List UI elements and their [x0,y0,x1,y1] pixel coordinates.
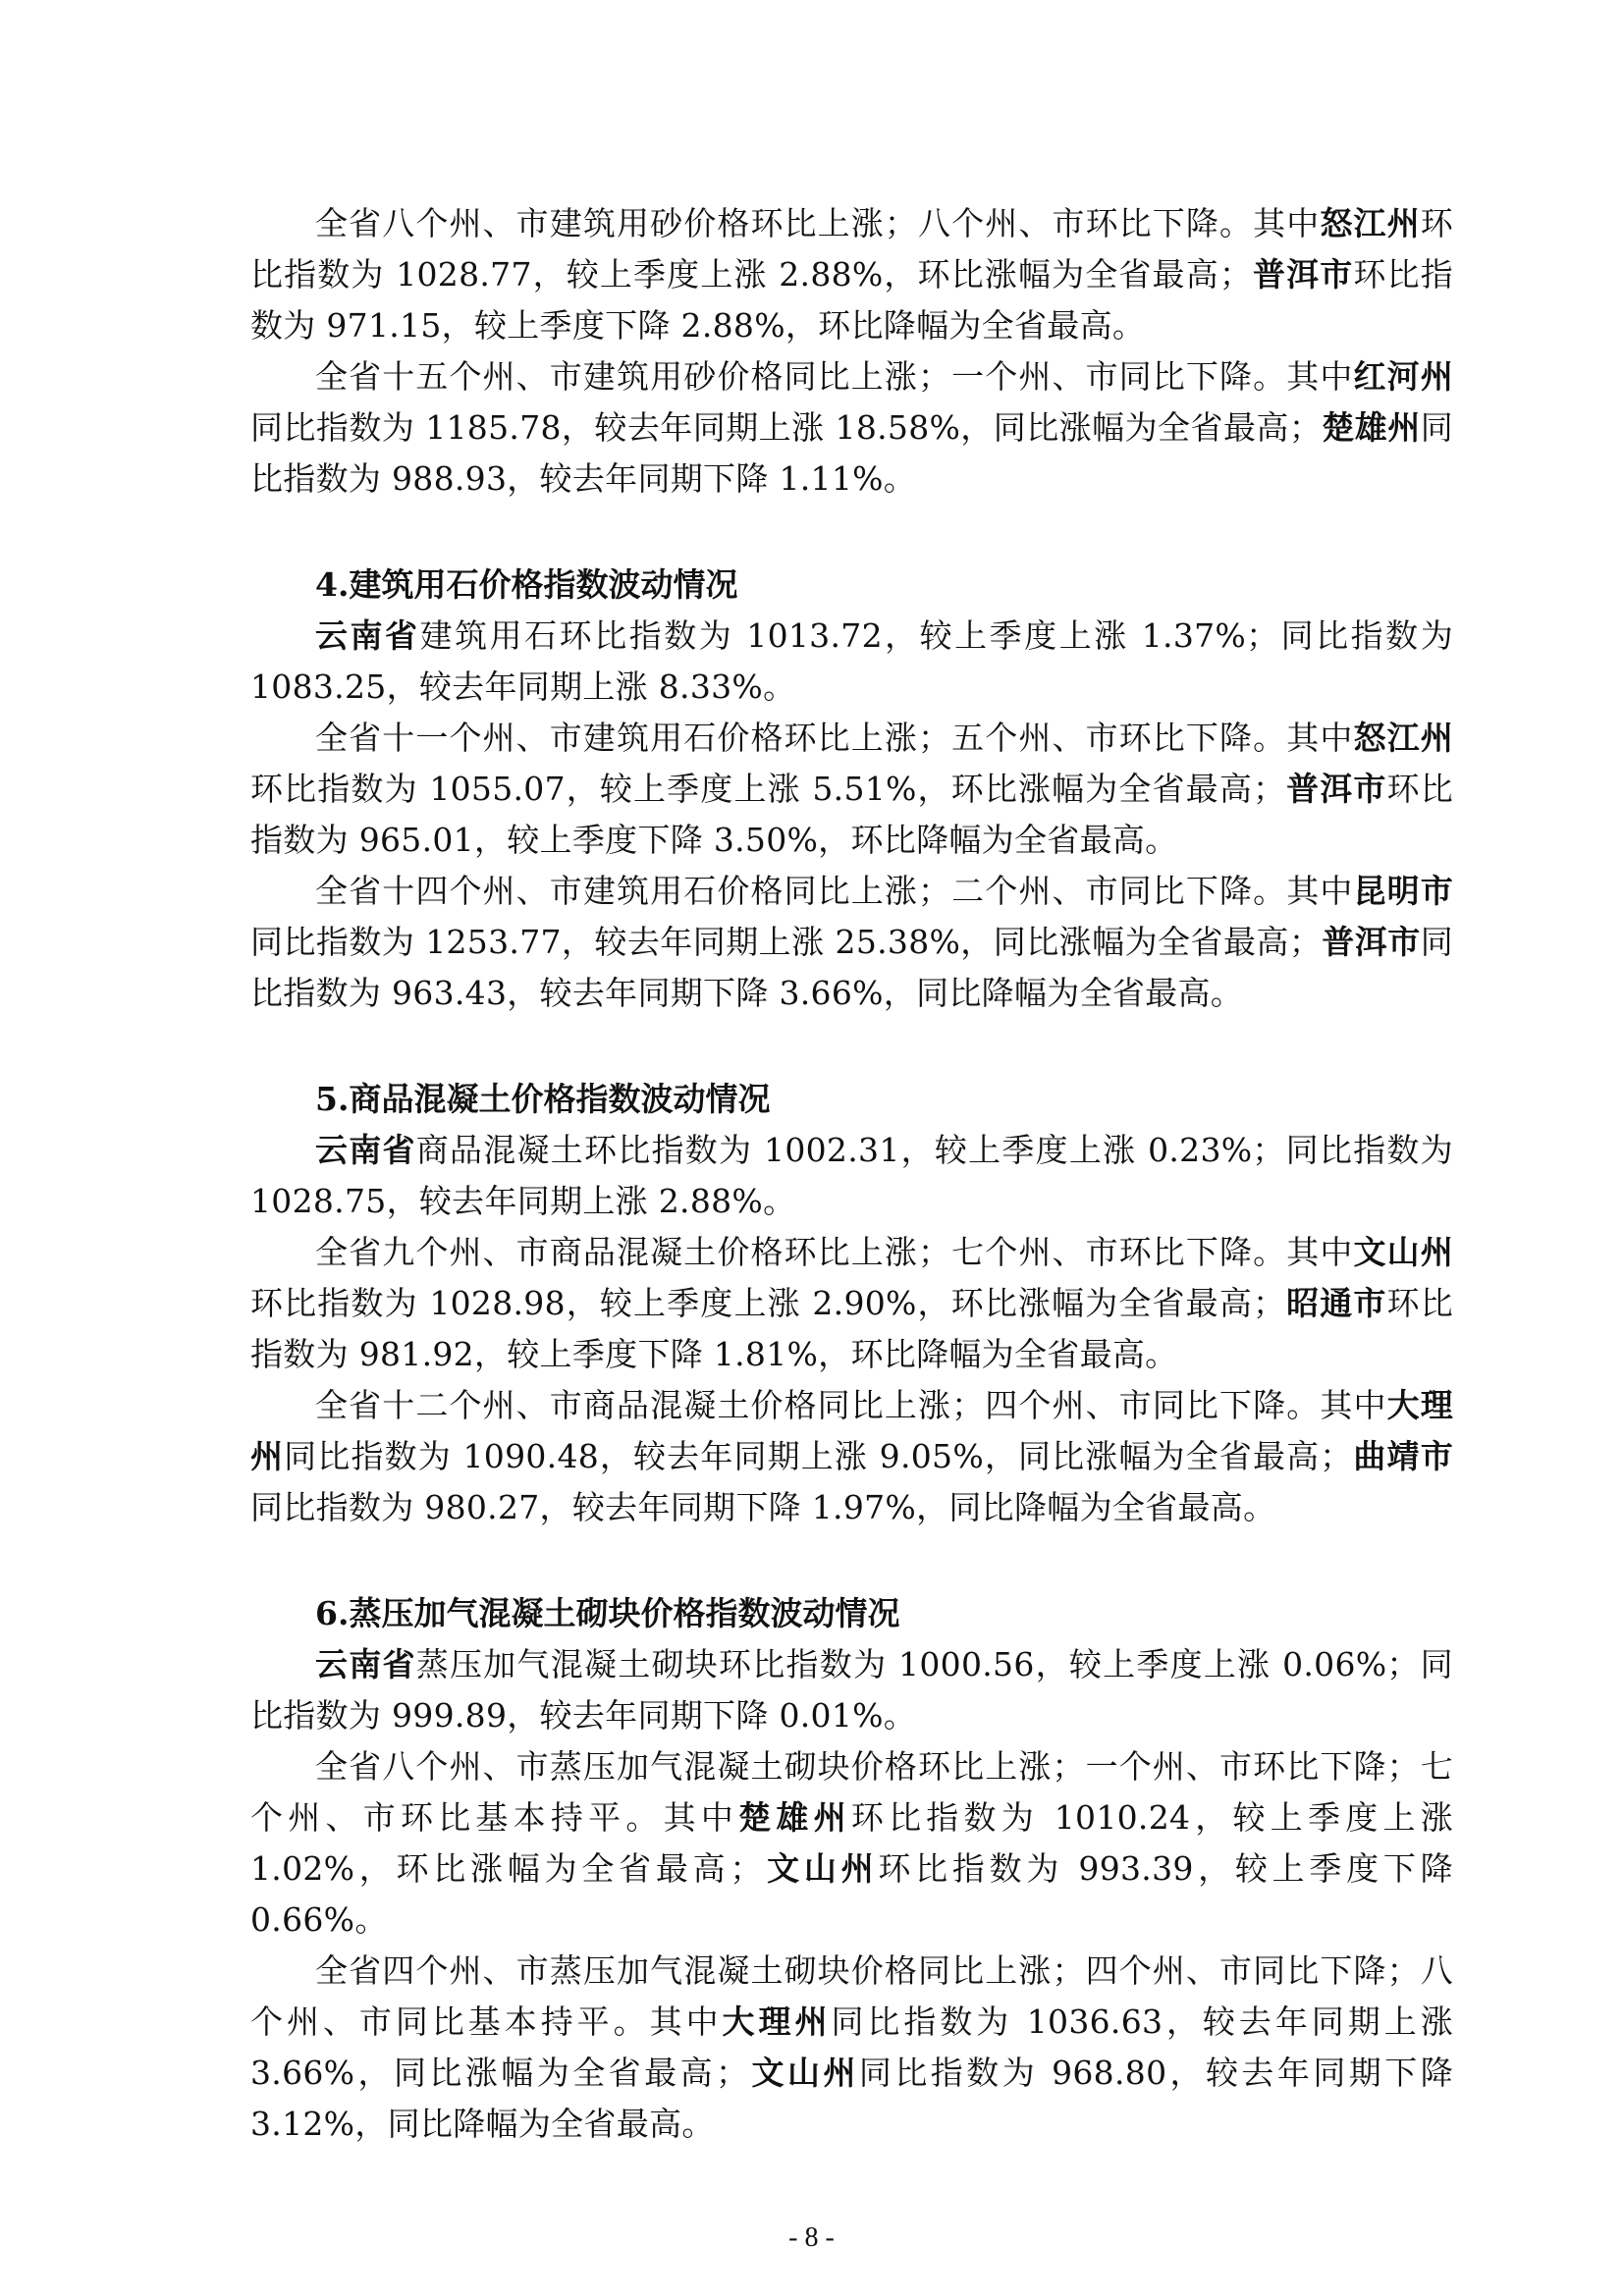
place-name: 红河州 [1353,357,1453,396]
place-name: 普洱市 [1285,770,1387,808]
paragraph-sand-yoy: 全省十五个州、市建筑用砂价格同比上涨；一个州、市同比下降。其中红河州同比指数为 1185.78，较去年同期上涨 18.58%，同比涨幅为全省最高；楚雄州同比指数为 988.93，较去年同期下降 1.11%。 [250,357,1453,498]
place-name: 普洱市 [1252,255,1354,294]
paragraph-concrete-summary: 云南省商品混凝土环比指数为 1002.31，较上季度上涨 0.23%；同比指数为 1028.75，较去年同期上涨 2.88%。 [250,1131,1453,1220]
place-name: 文山州 [762,1849,879,1888]
page-number: - 8 - [788,2222,835,2253]
place-name: 文山州 [1353,1233,1453,1271]
place-name: 大理州 [250,1386,1453,1475]
place-name: 云南省 [315,616,420,655]
paragraph-concrete-yoy: 全省十二个州、市商品混凝土价格同比上涨；四个州、市同比下降。其中大理州同比指数为 1090.48，较去年同期上涨 9.05%，同比涨幅为全省最高；曲靖市同比指数为 980.27，较去年同期下降 1.97%，同比降幅为全省最高。 [250,1386,1453,1526]
place-name: 昆明市 [1353,872,1453,910]
place-name: 怒江州 [1320,204,1421,242]
section-heading-stone: 4.建筑用石价格指数波动情况 [315,565,738,604]
place-name: 普洱市 [1322,923,1421,961]
place-name: 楚雄州 [1322,408,1421,447]
section-heading-concrete: 5.商品混凝土价格指数波动情况 [315,1080,771,1118]
paragraph-stone-qoq: 全省十一个州、市建筑用石价格环比上涨；五个州、市环比下降。其中怒江州环比指数为 1055.07，较上季度上涨 5.51%，环比涨幅为全省最高；普洱市环比指数为 965.01，较上季度下降 3.50%，环比降幅为全省最高。 [250,719,1453,859]
paragraph-stone-yoy: 全省十四个州、市建筑用石价格同比上涨；二个州、市同比下降。其中昆明市同比指数为 1253.77，较去年同期上涨 25.38%，同比涨幅为全省最高；普洱市同比指数为 963.43，较去年同期下降 3.66%，同比降幅为全省最高。 [250,872,1453,1012]
place-name: 曲靖市 [1352,1437,1453,1475]
place-name: 云南省 [315,1131,416,1169]
place-name: 楚雄州 [738,1798,851,1837]
paragraph-stone-summary: 云南省建筑用石环比指数为 1013.72，较上季度上涨 1.37%；同比指数为 1083.25，较去年同期上涨 8.33%。 [250,616,1454,706]
place-name: 云南省 [315,1645,416,1683]
paragraph-aac-yoy: 全省四个州、市蒸压加气混凝土砌块价格同比上涨；四个州、市同比下降；八个州、市同比基本持平。其中大理州同比指数为 1036.63，较去年同期上涨 3.66%，同比涨幅为全省最高；文山州同比指数为 968.80，较去年同期下降 3.12%，同比降幅为全省最高。 [250,1951,1454,2143]
place-name: 昭通市 [1285,1284,1387,1322]
place-name: 怒江州 [1353,719,1453,757]
paragraph-concrete-qoq: 全省九个州、市商品混凝土价格环比上涨；七个州、市环比下降。其中文山州环比指数为 1028.98，较上季度上涨 2.90%，环比涨幅为全省最高；昭通市环比指数为 981.92，较上季度下降 1.81%，环比降幅为全省最高。 [250,1233,1453,1373]
place-name: 文山州 [748,2054,859,2092]
document-body [250,198,1453,2150]
paragraph-sand-qoq: 全省八个州、市建筑用砂价格环比上涨；八个州、市环比下降。其中怒江州环比指数为 1028.77，较上季度上涨 2.88%，环比涨幅为全省最高；普洱市环比指数为 971.15，较上季度下降 2.88%，环比降幅为全省最高。 [250,204,1454,345]
place-name: 大理州 [722,2002,832,2041]
section-heading-aac-block: 6.蒸压加气混凝土砌块价格指数波动情况 [315,1594,900,1632]
paragraph-aac-qoq: 全省八个州、市蒸压加气混凝土砌块价格环比上涨；一个州、市环比下降；七个州、市环比基本持平。其中楚雄州环比指数为 1010.24，较上季度上涨 1.02%，环比涨幅为全省最高；文山州环比指数为 993.39，较上季度下降 0.66%。 [250,1747,1453,1939]
paragraph-aac-summary: 云南省蒸压加气混凝土砌块环比指数为 1000.56，较上季度上涨 0.06%；同比指数为 999.89，较去年同期下降 0.01%。 [250,1645,1453,1735]
